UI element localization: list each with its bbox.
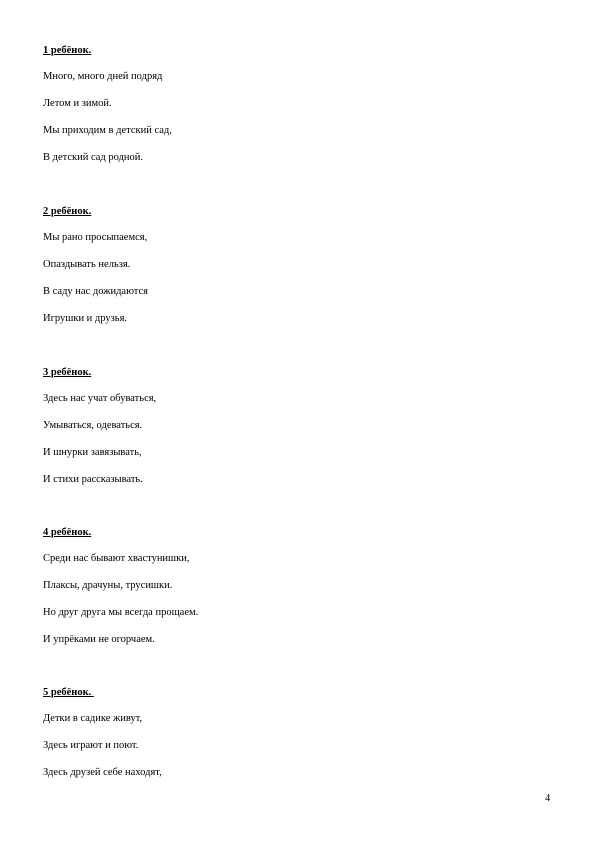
stanza-heading: 1 ребёнок. — [43, 45, 92, 56]
stanza-heading: 3 ребёнок. — [43, 367, 92, 378]
stanza-heading: 5 ребёнок. — [43, 687, 94, 698]
poem-line: Плаксы, драчуны, трусишки. — [43, 580, 173, 591]
stanza-5 — [43, 686, 543, 779]
poem-line: И шнурки завязывать, — [43, 447, 142, 458]
poem-line: В детский сад родной. — [43, 152, 144, 163]
stanza-heading: 2 ребёнок. — [43, 206, 92, 217]
poem-line: Здесь друзей себе находят, — [43, 767, 162, 778]
poem-line: Умываться, одеваться. — [43, 420, 143, 431]
poem-line: Много, много дней подряд — [43, 71, 163, 82]
stanza-2 — [43, 205, 543, 325]
poem-line: В саду нас дожидаются — [43, 286, 148, 297]
poem-line: И стихи рассказывать. — [43, 474, 143, 485]
stanza-heading: 4 ребёнок. — [43, 527, 92, 538]
poem-line: Опаздывать нельзя. — [43, 259, 131, 270]
poem-line: И упрёками не огорчаем. — [43, 634, 155, 645]
page-number: 4 — [545, 793, 551, 804]
poem-line: Среди нас бывают хвастунишки, — [43, 553, 190, 564]
poem-line: Но друг друга мы всегда прощаем. — [43, 607, 199, 618]
poem-line: Детки в садике живут, — [43, 713, 143, 724]
poem-line: Летом и зимой. — [43, 98, 112, 109]
stanza-1 — [43, 44, 543, 164]
poem-line: Мы рано просыпаемся, — [43, 232, 148, 243]
stanza-3 — [43, 366, 543, 486]
stanza-4 — [43, 526, 543, 646]
poem-line: Игрушки и друзья. — [43, 313, 128, 324]
poem-line: Здесь играют и поют. — [43, 740, 139, 751]
poem-line: Мы приходим в детский сад, — [43, 125, 172, 136]
poem-line: Здесь нас учат обуваться, — [43, 393, 157, 404]
